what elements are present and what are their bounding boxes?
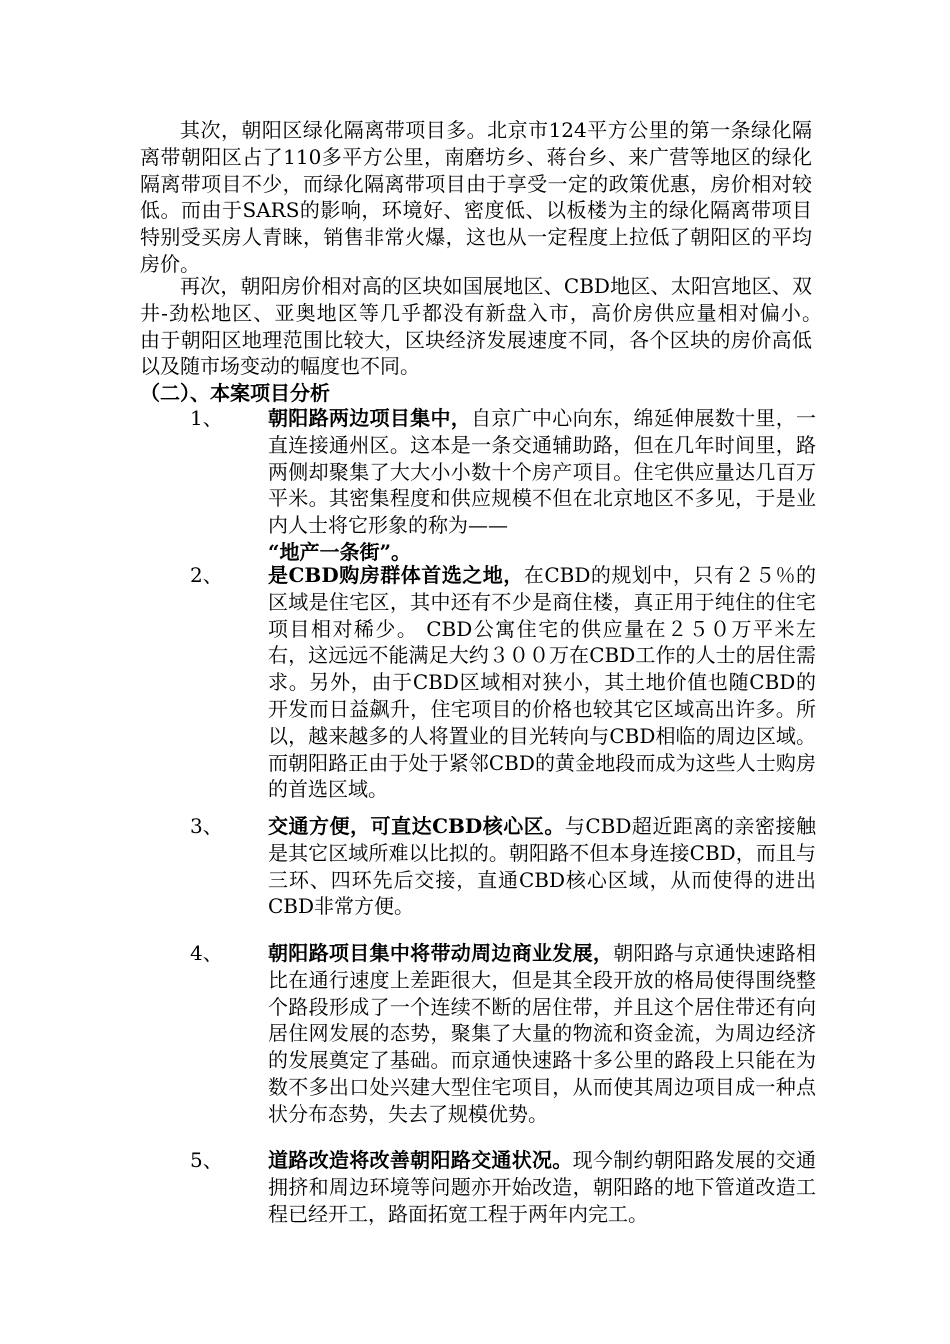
item-lead: 是CBD购房群体首选之地， (268, 563, 524, 587)
item-text (268, 813, 816, 920)
item-lead: 道路改造将改善朝阳路交通状况。 (268, 1148, 573, 1172)
item-number: 1、 (190, 406, 223, 430)
item-body: 朝阳路与京通快速路相比在通行速度上差距很大，但是其全段开放的格局使得围绕整个路段形成了一个连续不断的居住带，并且这个居住带还有向居住网发展的态势，聚集了大量的物流和资金流，为周边经济的发展奠定了基础。而京通快速路十多公里的路段上只能在为数不多出口处兴建大型住宅项目，从而使其周边项目成一种点状分布态势，失去了规模优势。 (268, 941, 817, 1126)
item-text (268, 405, 816, 566)
paragraph-high-price-areas: 再次，朝阳房价相对高的区块如国展地区、CBD地区、太阳宫地区、双井-劲松地区、亚奥地区等几乎都没有新盘入市，高价房供应量相对偏小。 由于朝阳区地理范围比较大，区块经济发展速度不同，各个区块的房价高低以及随市场变动的幅度也不同。 (140, 274, 832, 379)
item-lead: 朝阳路两边项目集中， (268, 406, 472, 430)
item-body: 自京广中心向东，绵延伸展数十里，一直连接通州区。这本是一条交通辅助路，但在几年时间里，路两侧却聚集了大大小小数十个房产项目。住宅供应量达几百万平米。其密集程度和供应规模不但在北京地区不多见，于是业内人士将它形象的称为—— (268, 406, 817, 538)
item-number: 5、 (190, 1148, 223, 1172)
item-lead: 朝阳路项目集中将带动周边商业发展， (268, 941, 614, 965)
item-tail: “地产一条街”。 (268, 539, 412, 564)
item-text (268, 1147, 816, 1227)
item-lead: 交通方便，可直达CBD核心区。 (268, 814, 565, 838)
paragraph-greenbelt: 其次，朝阳区绿化隔离带项目多。北京市124平方公里的第一条绿化隔离带朝阳区占了110多平方公里，南磨坊乡、蒋台乡、来广营等地区的绿化隔离带项目不少，而绿化隔离带项目由于享受一定的政策优惠，房价相对较低。而由于SARS的影响，环境好、密度低、以板楼为主的绿化隔离带项目特别受买房人青睐，销售非常火爆，这也从一定程度上拉低了朝阳区的平均房价。 (140, 118, 812, 276)
item-body: 与CBD超近距离的亲密接触是其它区域所难以比拟的。朝阳路不但本身连接CBD，而且与三环、四环先后交接，直通CBD核心区域，从而使得的进出CBD非常方便。 (268, 814, 816, 919)
item-number: 4、 (190, 941, 223, 965)
item-body: 现今制约朝阳路发展的交通拥挤和周边环境等问题亦开始改造，朝阳路的地下管道改造工程已经开工，路面拓宽工程于两年内完工。 (268, 1148, 817, 1226)
item-text (268, 940, 816, 1128)
item-text (268, 562, 816, 803)
section-heading: （二）、本案项目分析 (140, 381, 330, 405)
item-body: 在CBD的规划中，只有２５％的区域是住宅区，其中还有不少是商住楼，真正用于纯住的住宅项目相对稀少。 CBD公寓住宅的供应量在２５０万平米左右，这远远不能满足大约３００万在CBD工作的人士的居住需求。另外，由于CBD区域相对狭小，其土地价值也随CBD的开发而日益飙升，住宅项目的价格也较其它区域高出许多。所以，越来越多的人将置业的目光转向与CBD相临的周边区域。而朝阳路正由于处于紧邻CBD的黄金地段而成为这些人士购房的首选区域。 (268, 563, 816, 802)
item-number: 2、 (190, 563, 223, 587)
item-number: 3、 (190, 814, 223, 838)
